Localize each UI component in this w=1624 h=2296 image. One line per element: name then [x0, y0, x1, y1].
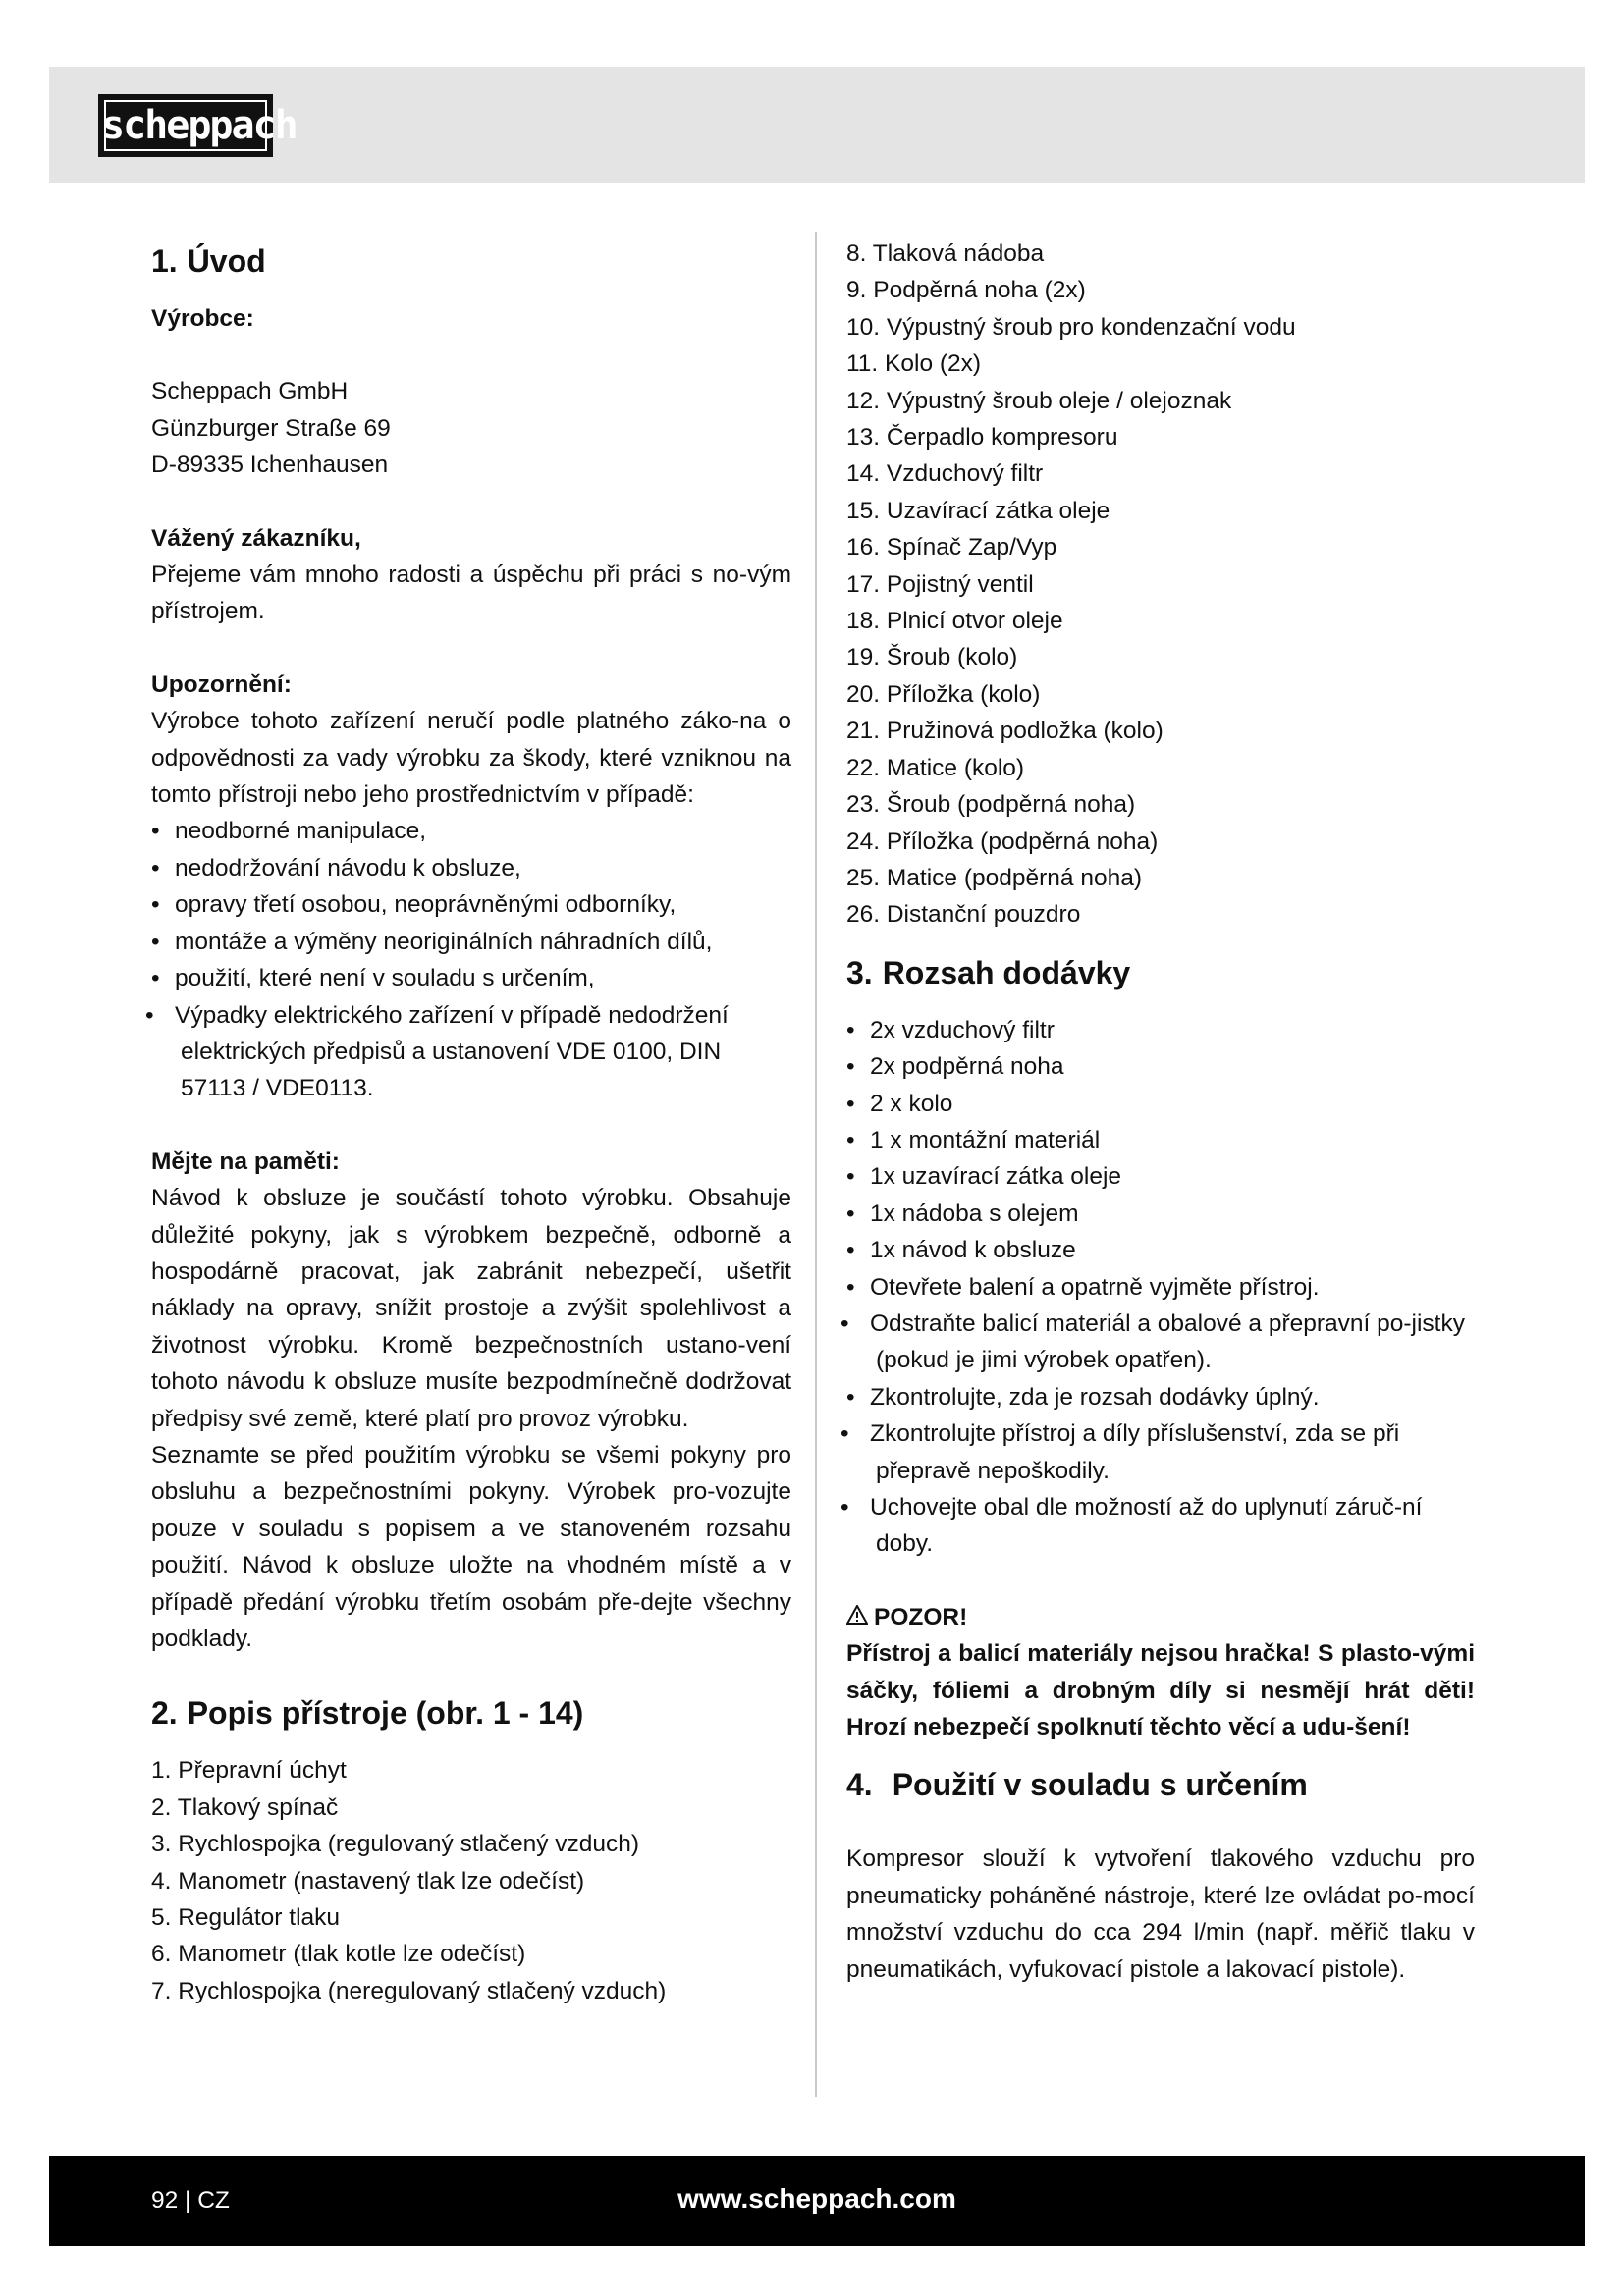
list-item: • 1x uzavírací zátka oleje — [846, 1158, 1475, 1195]
right-column — [846, 236, 1475, 1988]
scheppach-logo: scheppach — [98, 94, 273, 157]
parts-list-a — [151, 1752, 791, 2009]
list-item: 8. Tlaková nádoba — [846, 240, 1045, 267]
list-item: 26. Distanční pouzdro — [846, 901, 1081, 929]
list-item: • 2x podpěrná noha — [846, 1048, 1475, 1085]
delivery-list — [846, 1012, 1475, 1563]
address-line: D-89335 Ichenhausen — [151, 452, 389, 479]
list-item: 20. Příložka (kolo) — [846, 680, 1041, 708]
list-item: 16. Spínač Zap/Vyp — [846, 534, 1057, 561]
list-item: • neodborné manipulace, — [151, 813, 791, 849]
list-item: • 1x návod k obsluze — [846, 1232, 1475, 1268]
notice-list — [151, 813, 791, 1106]
header-band — [49, 67, 1585, 183]
list-item: 13. Čerpadlo kompresoru — [846, 424, 1118, 452]
list-item: 9. Podpěrná noha (2x) — [846, 277, 1086, 304]
list-item: 4. Manometr (nastavený tlak lze odečíst) — [151, 1867, 585, 1895]
list-item: 22. Matice (kolo) — [846, 754, 1025, 781]
website-link[interactable]: www.scheppach.com — [677, 2183, 956, 2214]
list-item: • použití, které není v souladu s určením, — [151, 960, 791, 996]
list-item: • Odstraňte balicí materiál a obalové a přepravní po-jistky (pokud je jimi výrobek opatřen). — [846, 1306, 1475, 1379]
section-2-heading: 2. Popis přístroje (obr. 1 - 14) — [151, 1695, 584, 1732]
list-item: • montáže a výměny neoriginálních náhradních dílů, — [151, 924, 791, 960]
list-item: 10. Výpustný šroub pro kondenzační vodu — [846, 313, 1296, 341]
list-item: • Výpadky elektrického zařízení v případě nedodržení elektrických předpisů a ustanovení VDE 0100, DIN 57113 / VDE0113. — [151, 997, 791, 1107]
section-3-heading: 3. Rozsah dodávky — [846, 954, 1131, 990]
section-1-heading: 1. Úvod — [151, 243, 266, 279]
list-item: • opravy třetí osobou, neoprávněnými odborníky, — [151, 886, 791, 923]
warning-text: Přístroj a balicí materiály nejsou hračka! S plasto-vými sáčky, fóliemi a drobným díly si nesmějí hrát děti! Hrozí nebezpečí spolknutí těchto věcí a udu-šení! — [846, 1640, 1475, 1741]
list-item: • Zkontrolujte, zda je rozsah dodávky úplný. — [846, 1379, 1475, 1415]
list-item: 3. Rychlospojka (regulovaný stlačený vzduch) — [151, 1831, 640, 1858]
remember-label: Mějte na paměti: — [151, 1148, 340, 1175]
remember-text: Návod k obsluze je součástí tohoto výrobku. Obsahuje důležité pokyny, jak s výrobkem bezpečně, odborně a hospodárně pracovat, jak zabránit nebezpečí, ušetřit náklady na opravy, snížit prostoje a zvýšit spolehlivost a životnost výrobku. Kromě bezpečnostních ustano-vení tohoto návodu k obsluze musíte bezpodmínečně dodržovat předpisy své země, které platí pro provoz výrobku. — [151, 1185, 791, 1432]
parts-list-b — [846, 236, 1475, 934]
list-item: 23. Šroub (podpěrná noha) — [846, 791, 1136, 819]
intended-use-text: Kompresor slouží k vytvoření tlakového vzduchu pro pneumaticky poháněné nástroje, které lze ovládat po-mocí množství vzduchu do cca 294 l/min (např. měřič tlaku v pneumatikách, vyfukovací pistole a lakovací pistole). — [846, 1845, 1475, 1983]
warning-heading: POZOR! — [846, 1599, 1475, 1635]
list-item: • 2 x kolo — [846, 1086, 1475, 1122]
notice-text: Výrobce tohoto zařízení neručí podle platného záko-na o odpovědnosti za vady výrobku za škody, které vzniknou na tomto přístroji nebo jeho prostřednictvím v případě: — [151, 708, 791, 809]
list-item: • Zkontrolujte přístroj a díly příslušenství, zda se při přepravě nepoškodily. — [846, 1415, 1475, 1489]
list-item: 11. Kolo (2x) — [846, 350, 982, 378]
section-4-heading: 4. Použití v souladu s určením — [846, 1767, 1308, 1803]
manufacturer-label: Výrobce: — [151, 305, 254, 332]
list-item: 25. Matice (podpěrná noha) — [846, 864, 1142, 891]
address-line: Scheppach GmbH — [151, 378, 349, 405]
list-item: 12. Výpustný šroub oleje / olejoznak — [846, 387, 1232, 414]
list-item: • 1 x montážní materiál — [846, 1122, 1475, 1158]
list-item: • nedodržování návodu k obsluze, — [151, 850, 791, 886]
footer — [49, 2156, 1585, 2246]
list-item: 18. Plnicí otvor oleje — [846, 608, 1063, 635]
list-item: • 2x vzduchový filtr — [846, 1012, 1475, 1048]
address-line: Günzburger Straße 69 — [151, 414, 391, 442]
list-item: 1. Přepravní úchyt — [151, 1757, 347, 1785]
remember-text: Seznamte se před použitím výrobku se všemi pokyny pro obsluhu a bezpečnostními pokyny. Výrobek pro-vozujte pouze v souladu s popisem a ve stanoveném rozsahu použití. Návod k obsluze uložte na vhodném místě a v případě předání výrobku třetím osobám pře-dejte všechny podklady. — [151, 1441, 791, 1652]
list-item: 15. Uzavírací zátka oleje — [846, 497, 1110, 524]
column-divider — [815, 232, 817, 2097]
list-item: 21. Pružinová podložka (kolo) — [846, 718, 1164, 745]
list-item: 5. Regulátor tlaku — [151, 1904, 341, 1932]
page-number: 92 | CZ — [151, 2187, 230, 2214]
notice-label: Upozornění: — [151, 670, 292, 698]
list-item: 14. Vzduchový filtr — [846, 460, 1044, 488]
left-column — [151, 236, 791, 2009]
customer-label: Vážený zákazníku, — [151, 524, 361, 552]
list-item: 24. Příložka (podpěrná noha) — [846, 828, 1159, 855]
customer-text: Přejeme vám mnoho radosti a úspěchu při práci s no-vým přístrojem. — [151, 561, 791, 625]
list-item: 17. Pojistný ventil — [846, 570, 1034, 598]
warning-triangle-icon — [846, 1599, 874, 1635]
list-item: 7. Rychlospojka (neregulovaný stlačený vzduch) — [151, 1977, 667, 2004]
list-item: 6. Manometr (tlak kotle lze odečíst) — [151, 1941, 526, 1968]
list-item: • Otevřete balení a opatrně vyjměte přístroj. — [846, 1269, 1475, 1306]
list-item: • Uchovejte obal dle možností až do uplynutí záruč-ní doby. — [846, 1489, 1475, 1563]
list-item: • 1x nádoba s olejem — [846, 1196, 1475, 1232]
list-item: 19. Šroub (kolo) — [846, 644, 1018, 671]
list-item: 2. Tlakový spínač — [151, 1793, 339, 1821]
